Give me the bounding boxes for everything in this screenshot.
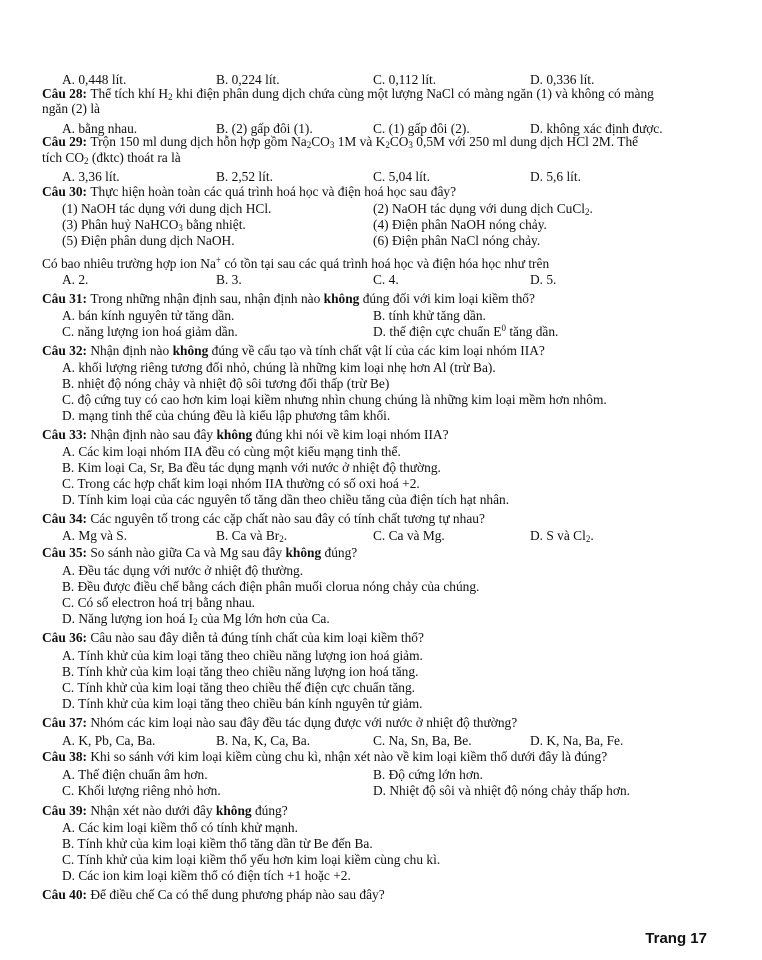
text-fragment: (2) NaOH tác dụng với dung dịch CuCl bbox=[373, 201, 586, 216]
text-fragment: C. Na, Sn, Ba, Be. bbox=[373, 733, 472, 748]
text-line bbox=[0, 664, 762, 680]
text-line bbox=[0, 733, 762, 749]
option-text bbox=[62, 696, 423, 712]
text-fragment: không bbox=[216, 427, 253, 442]
text-fragment: A. K, Pb, Ca, Ba. bbox=[62, 733, 156, 748]
option-text bbox=[62, 852, 440, 868]
text-fragment: Nhận định nào sau đây bbox=[90, 427, 217, 442]
question-text bbox=[42, 887, 385, 903]
text-fragment: (1) NaOH tác dụng với dung dịch HCl. bbox=[62, 201, 272, 216]
text-fragment: B. 2,52 lít. bbox=[216, 169, 273, 184]
option-text bbox=[62, 492, 509, 508]
question-label: Câu 40: bbox=[42, 887, 91, 902]
question-line bbox=[0, 715, 762, 731]
question-label: Câu 31: bbox=[42, 291, 91, 306]
text-line bbox=[0, 217, 762, 233]
text-fragment: khi điện phân dung dịch chứa cùng một lượng NaCl có màng ngăn (1) và không có màng bbox=[172, 86, 654, 101]
option-text bbox=[62, 376, 389, 392]
text-fragment: D. 5. bbox=[530, 272, 557, 287]
text-fragment: C. Khối lượng riêng nhỏ hơn. bbox=[62, 783, 221, 798]
text-fragment: A. Mg và S. bbox=[62, 528, 128, 543]
text-fragment: 2 bbox=[279, 534, 284, 544]
text-fragment: CO bbox=[311, 134, 330, 149]
option-text bbox=[62, 360, 496, 376]
question-label: Câu 34: bbox=[42, 511, 91, 526]
text-fragment: 0,5M với 250 ml dung dịch HCl 2M. Thể bbox=[412, 134, 639, 149]
text-fragment: 0 bbox=[501, 323, 506, 333]
option-text bbox=[373, 767, 483, 783]
text-fragment: A. Các kim loại nhóm IIA đều có cùng một kiểu mạng tinh thể. bbox=[62, 444, 401, 459]
question-line bbox=[0, 343, 762, 359]
question-label: Câu 35: bbox=[42, 545, 91, 560]
text-fragment: B. Đều được điều chế bằng cách điện phân muối clorua nóng chảy của chúng. bbox=[62, 579, 480, 594]
question-label: Câu 29: bbox=[42, 134, 91, 149]
text-fragment: Câu nào sau đây diễn tả đúng tính chất của kim loại kiềm thổ? bbox=[90, 630, 424, 645]
text-line bbox=[0, 868, 762, 884]
text-fragment: So sánh nào giữa Ca và Mg sau đây bbox=[90, 545, 286, 560]
text-fragment: . bbox=[590, 528, 594, 543]
text-fragment: không bbox=[323, 291, 360, 306]
text-fragment: (5) Điện phân dung dịch NaOH. bbox=[62, 233, 235, 248]
text-fragment: D. không xác định được. bbox=[530, 121, 663, 136]
question-line bbox=[0, 803, 762, 819]
text-line bbox=[0, 408, 762, 424]
option-text bbox=[42, 150, 181, 166]
text-fragment: Các nguyên tố trong các cặp chất nào sau đây có tính chất tương tự nhau? bbox=[90, 511, 485, 526]
text-fragment: D. Nhiệt độ sôi và nhiệt độ nóng chảy thấp hơn. bbox=[373, 783, 630, 798]
text-fragment: tích CO bbox=[42, 150, 85, 165]
question-text bbox=[42, 184, 456, 200]
text-fragment: C. Tính khử của kim loại tăng theo chiều thế điện cực chuẩn tăng. bbox=[62, 680, 416, 695]
text-fragment: . bbox=[589, 201, 593, 216]
text-line bbox=[0, 767, 762, 783]
text-line bbox=[0, 528, 762, 544]
option-text bbox=[62, 392, 607, 408]
text-fragment: 2 bbox=[168, 92, 173, 102]
text-fragment: Khi so sánh với kim loại kiềm cùng chu kì, nhận xét nào về kim loại kiềm thổ dưới đây là đúng? bbox=[90, 749, 608, 764]
text-line bbox=[0, 696, 762, 712]
text-fragment: D. Các ion kim loại kiềm thổ có điện tích +1 hoặc +2. bbox=[62, 868, 351, 883]
option-text bbox=[62, 476, 420, 492]
text-fragment: B. 0,224 lít. bbox=[216, 72, 280, 87]
text-line bbox=[0, 101, 762, 117]
option-text bbox=[373, 233, 540, 249]
text-line bbox=[0, 852, 762, 868]
question-line bbox=[0, 427, 762, 443]
question-text bbox=[42, 630, 424, 646]
text-fragment: B. Độ cứng lớn hơn. bbox=[373, 767, 483, 782]
question-line bbox=[0, 291, 762, 307]
text-fragment: C. (1) gấp đôi (2). bbox=[373, 121, 470, 136]
question-text bbox=[42, 545, 357, 561]
text-fragment: + bbox=[215, 255, 221, 265]
text-line bbox=[0, 648, 762, 664]
text-line bbox=[0, 460, 762, 476]
text-line bbox=[0, 392, 762, 408]
text-line bbox=[0, 233, 762, 249]
text-line bbox=[0, 308, 762, 324]
text-fragment: A. 0,448 lít. bbox=[62, 72, 127, 87]
text-fragment: C. 5,04 lít. bbox=[373, 169, 430, 184]
text-fragment: A. bằng nhau. bbox=[62, 121, 138, 136]
text-fragment: A. 2. bbox=[62, 272, 89, 287]
text-fragment: B. 3. bbox=[216, 272, 242, 287]
text-fragment: C. Tính khử của kim loại kiềm thổ yếu hơn kim loại kiềm cùng chu kì. bbox=[62, 852, 441, 867]
text-line bbox=[0, 360, 762, 376]
text-fragment: B. tính khử tăng dần. bbox=[373, 308, 486, 323]
question-text bbox=[42, 86, 654, 102]
text-fragment: B. Tính khử của kim loại tăng theo chiều năng lượng ion hoá tăng. bbox=[62, 664, 419, 679]
text-fragment: Nhận định nào bbox=[90, 343, 173, 358]
text-fragment: đúng về cấu tạo và tính chất vật lí của các kim loại nhóm IIA? bbox=[208, 343, 545, 358]
text-fragment: không bbox=[285, 545, 322, 560]
text-fragment: D. S và Cl bbox=[530, 528, 586, 543]
option-text bbox=[62, 680, 415, 696]
page-number: Trang 17 bbox=[645, 930, 707, 947]
question-text bbox=[42, 749, 607, 765]
text-line bbox=[0, 783, 762, 799]
text-fragment: 1M và K bbox=[334, 134, 386, 149]
text-fragment: 2 bbox=[585, 534, 591, 544]
text-line bbox=[0, 611, 762, 627]
text-fragment: tăng dần. bbox=[505, 324, 559, 339]
question-line bbox=[0, 887, 762, 903]
text-fragment: A. Đều tác dụng với nước ở nhiệt độ thường. bbox=[62, 563, 304, 578]
text-fragment: 2 bbox=[193, 617, 198, 627]
text-fragment: Thực hiện hoàn toàn các quá trình hoá học và điện hoá học sau đây? bbox=[90, 184, 457, 199]
option-text bbox=[62, 595, 255, 611]
question-label: Câu 28: bbox=[42, 86, 91, 101]
text-fragment: D. Tính kim loại của các nguyên tố tăng dần theo chiều tăng của điện tích hạt nhân. bbox=[62, 492, 510, 507]
text-fragment: 2 bbox=[306, 140, 312, 150]
text-fragment: Có bao nhiêu trường hợp ion Na bbox=[42, 256, 216, 271]
text-fragment: Trộn 150 ml dung dịch hỗn hợp gồm Na bbox=[90, 134, 307, 149]
text-fragment: C. Trong các hợp chất kim loại nhóm IIA thường có số oxi hoá +2. bbox=[62, 476, 420, 491]
text-line bbox=[0, 820, 762, 836]
option-text bbox=[62, 836, 373, 852]
option-text bbox=[62, 611, 330, 627]
text-fragment: D. 0,336 lít. bbox=[530, 72, 595, 87]
text-fragment: C. Có số electron hoá trị bằng nhau. bbox=[62, 595, 256, 610]
text-fragment: Trong những nhận định sau, nhận định nào bbox=[90, 291, 324, 306]
question-line bbox=[0, 511, 762, 527]
question-text bbox=[42, 511, 485, 527]
option-text bbox=[530, 169, 581, 185]
text-line bbox=[0, 476, 762, 492]
option-text bbox=[62, 460, 441, 476]
option-text bbox=[373, 308, 486, 324]
text-fragment: Nhận xét nào dưới đây bbox=[90, 803, 216, 818]
text-fragment: (đktc) thoát ra là bbox=[88, 150, 181, 165]
text-line bbox=[0, 563, 762, 579]
question-text bbox=[42, 343, 545, 359]
text-fragment: Nhóm các kim loại nào sau đây đều tác dụng được với nước ở nhiệt độ thường? bbox=[90, 715, 518, 730]
option-text bbox=[62, 820, 298, 836]
text-fragment: (4) Điện phân NaOH nóng chảy. bbox=[373, 217, 547, 232]
text-fragment: Để điều chế Ca có thể dung phương pháp nào sau đây? bbox=[90, 887, 385, 902]
text-fragment: C. năng lượng ion hoá giảm dần. bbox=[62, 324, 238, 339]
text-fragment: D. K, Na, Ba, Fe. bbox=[530, 733, 624, 748]
option-text bbox=[62, 664, 418, 680]
text-fragment: 3 bbox=[408, 140, 413, 150]
text-fragment: đúng? bbox=[251, 803, 288, 818]
question-line bbox=[0, 86, 762, 102]
question-label: Câu 33: bbox=[42, 427, 91, 442]
text-fragment: đúng đối với kim loại kiềm thổ? bbox=[359, 291, 535, 306]
text-fragment: CO bbox=[389, 134, 409, 149]
option-text bbox=[530, 272, 556, 288]
option-text bbox=[62, 579, 479, 595]
text-fragment: bằng nhiệt. bbox=[182, 217, 246, 232]
option-text bbox=[62, 408, 390, 424]
option-text bbox=[62, 563, 303, 579]
text-line bbox=[0, 444, 762, 460]
option-text bbox=[373, 324, 558, 340]
option-text bbox=[42, 101, 100, 117]
text-fragment: (3) Phân huỷ NaHCO bbox=[62, 217, 179, 232]
text-fragment: A. Các kim loại kiềm thổ có tính khử mạnh. bbox=[62, 820, 298, 835]
text-fragment: 2 bbox=[385, 140, 390, 150]
text-line bbox=[0, 150, 762, 166]
text-line bbox=[0, 201, 762, 217]
text-fragment: B. Tính khử của kim loại kiềm thổ tăng dần từ Be đến Ba. bbox=[62, 836, 373, 851]
question-text bbox=[42, 715, 517, 731]
text-fragment: không bbox=[215, 803, 252, 818]
option-text bbox=[373, 783, 630, 799]
option-text bbox=[530, 528, 594, 544]
question-line bbox=[0, 630, 762, 646]
text-fragment: có tồn tại sau các quá trình hoá học và điện hóa học như trên bbox=[220, 256, 550, 271]
text-line bbox=[0, 836, 762, 852]
question-label: Câu 36: bbox=[42, 630, 91, 645]
text-fragment: A. 3,36 lít. bbox=[62, 169, 120, 184]
question-line bbox=[0, 545, 762, 561]
question-label: Câu 38: bbox=[42, 749, 91, 764]
text-line bbox=[0, 579, 762, 595]
text-fragment: 2 bbox=[585, 207, 590, 217]
text-fragment: B. Na, K, Ca, Ba. bbox=[216, 733, 311, 748]
option-text bbox=[62, 868, 351, 884]
text-fragment: D. thế điện cực chuẩn E bbox=[373, 324, 502, 339]
text-fragment: (6) Điện phân NaCl nóng chảy. bbox=[373, 233, 541, 248]
text-fragment: Thể tích khí H bbox=[90, 86, 169, 101]
text-fragment: A. bán kính nguyên tử tăng dần. bbox=[62, 308, 235, 323]
question-text bbox=[42, 427, 449, 443]
text-fragment: B. (2) gấp đôi (1). bbox=[216, 121, 313, 136]
text-fragment: B. Ca và Br bbox=[216, 528, 280, 543]
text-line bbox=[0, 324, 762, 340]
text-fragment: . bbox=[283, 528, 288, 543]
text-fragment: D. Năng lượng ion hoá I bbox=[62, 611, 194, 626]
text-fragment: C. 4. bbox=[373, 272, 399, 287]
text-fragment: C. Ca và Mg. bbox=[373, 528, 445, 543]
text-line bbox=[0, 169, 762, 185]
question-line bbox=[0, 134, 762, 150]
question-label: Câu 30: bbox=[42, 184, 91, 199]
text-fragment: không bbox=[172, 343, 209, 358]
text-line bbox=[0, 256, 762, 272]
text-fragment: 3 bbox=[178, 223, 183, 233]
text-fragment: C. độ cứng tuy có cao hơn kim loại kiềm nhưng nhìn chung chúng là những kim loại mềm hơn nhôm. bbox=[62, 392, 607, 407]
question-label: Câu 32: bbox=[42, 343, 91, 358]
text-fragment: đúng? bbox=[321, 545, 358, 560]
option-text bbox=[62, 648, 423, 664]
option-text bbox=[62, 444, 401, 460]
question-label: Câu 37: bbox=[42, 715, 91, 730]
text-fragment: A. khối lượng riêng tương đối nhỏ, chúng là những kim loại nhẹ hơn Al (trừ Ba). bbox=[62, 360, 496, 375]
question-text bbox=[42, 134, 638, 150]
text-fragment: đúng khi nói về kim loại nhóm IIA? bbox=[252, 427, 449, 442]
text-fragment: C. 0,112 lít. bbox=[373, 72, 437, 87]
text-line bbox=[0, 376, 762, 392]
question-line bbox=[0, 749, 762, 765]
text-fragment: B. Kim loại Ca, Sr, Ba đều tác dụng mạnh với nước ở nhiệt độ thường. bbox=[62, 460, 441, 475]
text-fragment: A. Tính khử của kim loại tăng theo chiều năng lượng ion hoá giảm. bbox=[62, 648, 423, 663]
text-fragment: của Mg lớn hơn của Ca. bbox=[197, 611, 330, 626]
text-line bbox=[0, 595, 762, 611]
text-fragment: B. nhiệt độ nóng chảy và nhiệt độ sôi tương đối thấp (trừ Be) bbox=[62, 376, 390, 391]
text-fragment: ngăn (2) là bbox=[42, 101, 101, 116]
question-label: Câu 39: bbox=[42, 803, 91, 818]
text-fragment: D. mạng tinh thể của chúng đều là kiểu lập phương tâm khối. bbox=[62, 408, 391, 423]
text-line bbox=[0, 492, 762, 508]
text-fragment: A. Thế điện chuẩn âm hơn. bbox=[62, 767, 208, 782]
question-text bbox=[42, 803, 288, 819]
option-text bbox=[373, 201, 593, 217]
option-text bbox=[373, 217, 547, 233]
question-line bbox=[0, 184, 762, 200]
option-text bbox=[42, 256, 549, 272]
text-fragment: D. 5,6 lít. bbox=[530, 169, 581, 184]
text-fragment: 3 bbox=[329, 140, 335, 150]
text-line bbox=[0, 272, 762, 288]
option-text bbox=[530, 733, 623, 749]
text-fragment: D. Tính khử của kim loại tăng theo chiều bán kính nguyên tử giảm. bbox=[62, 696, 423, 711]
question-text bbox=[42, 291, 535, 307]
text-line bbox=[0, 680, 762, 696]
text-fragment: 2 bbox=[84, 156, 89, 166]
